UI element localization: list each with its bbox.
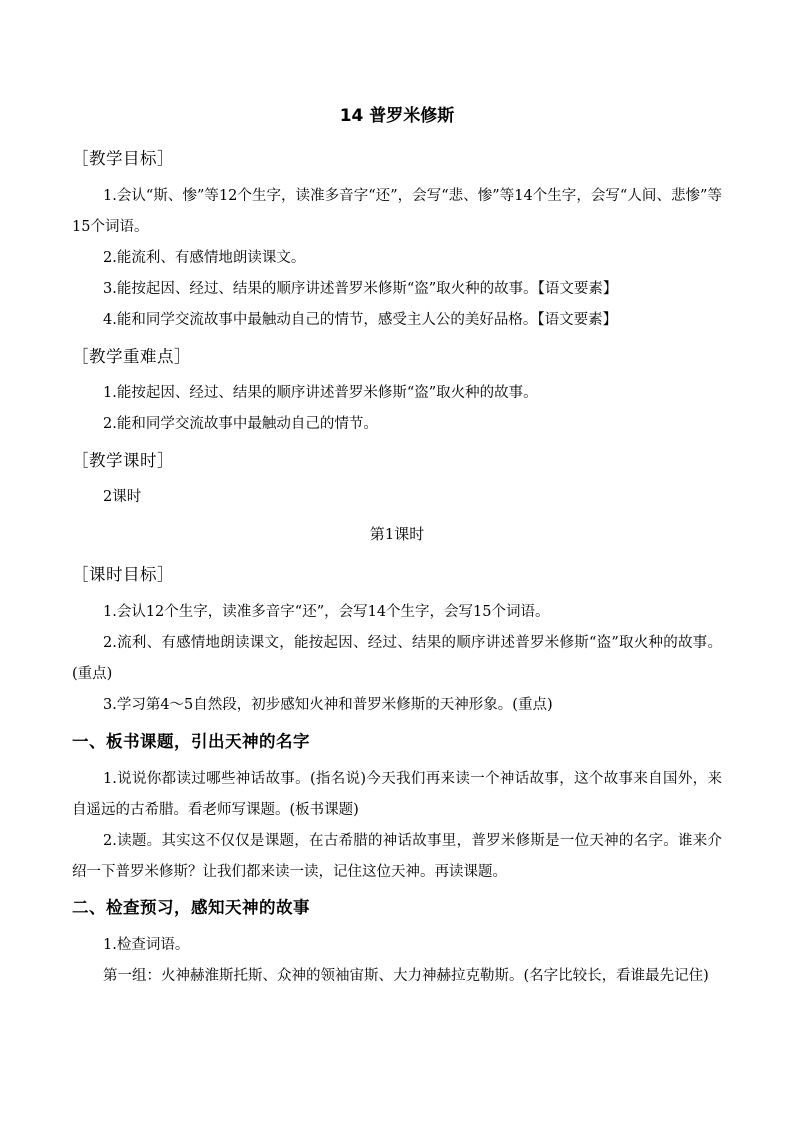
goal-item-4: 4.能和同学交流故事中最触动自己的情节，感受主人公的美好品格。【语文要素】 [103,312,618,328]
part2-heading: 二、检查预习，感知天神的故事 [72,898,310,917]
lesson-title: 第1课时 [369,525,425,543]
lesson-goal-3: 3.学习第4～5自然段，初步感知火神和普罗米修斯的天神形象。(重点) [103,697,553,713]
part1-paragraph-2: 2.读题。其实这不仅仅是课题，在古希腊的神话故事里，普罗米修斯是一位天神的名字。谁来介绍一下普罗米修斯？让我们都来读一读，记住这位天神。再读课题。 [72,833,722,880]
lesson-goal-1: 1.会认12个生字，读准多音字“还”，会写14个生字，会写15个词语。 [103,604,550,620]
key-point-2: 2.能和同学交流故事中最触动自己的情节。 [103,416,378,432]
part1-paragraph-1: 1.说说你都读过哪些神话故事。(指名说)今天我们再来读一个神话故事，这个故事来自国外，来自遥远的古希腊。看老师写课题。(板书课题) [72,771,722,818]
goal-item-3: 3.能按起因、经过、结果的顺序讲述普罗米修斯“盗”取火种的故事。【语文要素】 [103,281,618,297]
section-heading-key-points: ［教学重难点］ [72,347,191,366]
goal-item-2: 2.能流利、有感情地朗读课文。 [103,250,306,266]
part2-paragraph-2: 第一组：火神赫淮斯托斯、众神的领袖宙斯、大力神赫拉克勒斯。(名字比较长，看谁最先记住) [103,968,709,984]
lesson-goal-2: 2.流利、有感情地朗读课文，能按起因、经过、结果的顺序讲述普罗米修斯“盗”取火种的故事。(重点) [72,635,722,682]
section-heading-hours: ［教学课时］ [72,451,174,470]
part1-heading: 一、板书课题，引出天神的名字 [72,732,310,751]
section-heading-goals: ［教学目标］ [72,149,174,168]
goal-item-1: 1.会认“斯、惨”等12个生字，读准多音字“还”，会写“悲、惨”等14个生字，会写“人间、悲惨”等15个词语。 [72,188,722,235]
section-heading-lesson-goals: ［课时目标］ [72,565,174,584]
key-point-1: 1.能按起因、经过、结果的顺序讲述普罗米修斯“盗”取火种的故事。 [103,385,538,401]
document-title: 14 普罗米修斯 [339,106,455,126]
part2-paragraph-1: 1.检查词语。 [103,937,190,953]
hours-text: 2课时 [103,489,142,505]
